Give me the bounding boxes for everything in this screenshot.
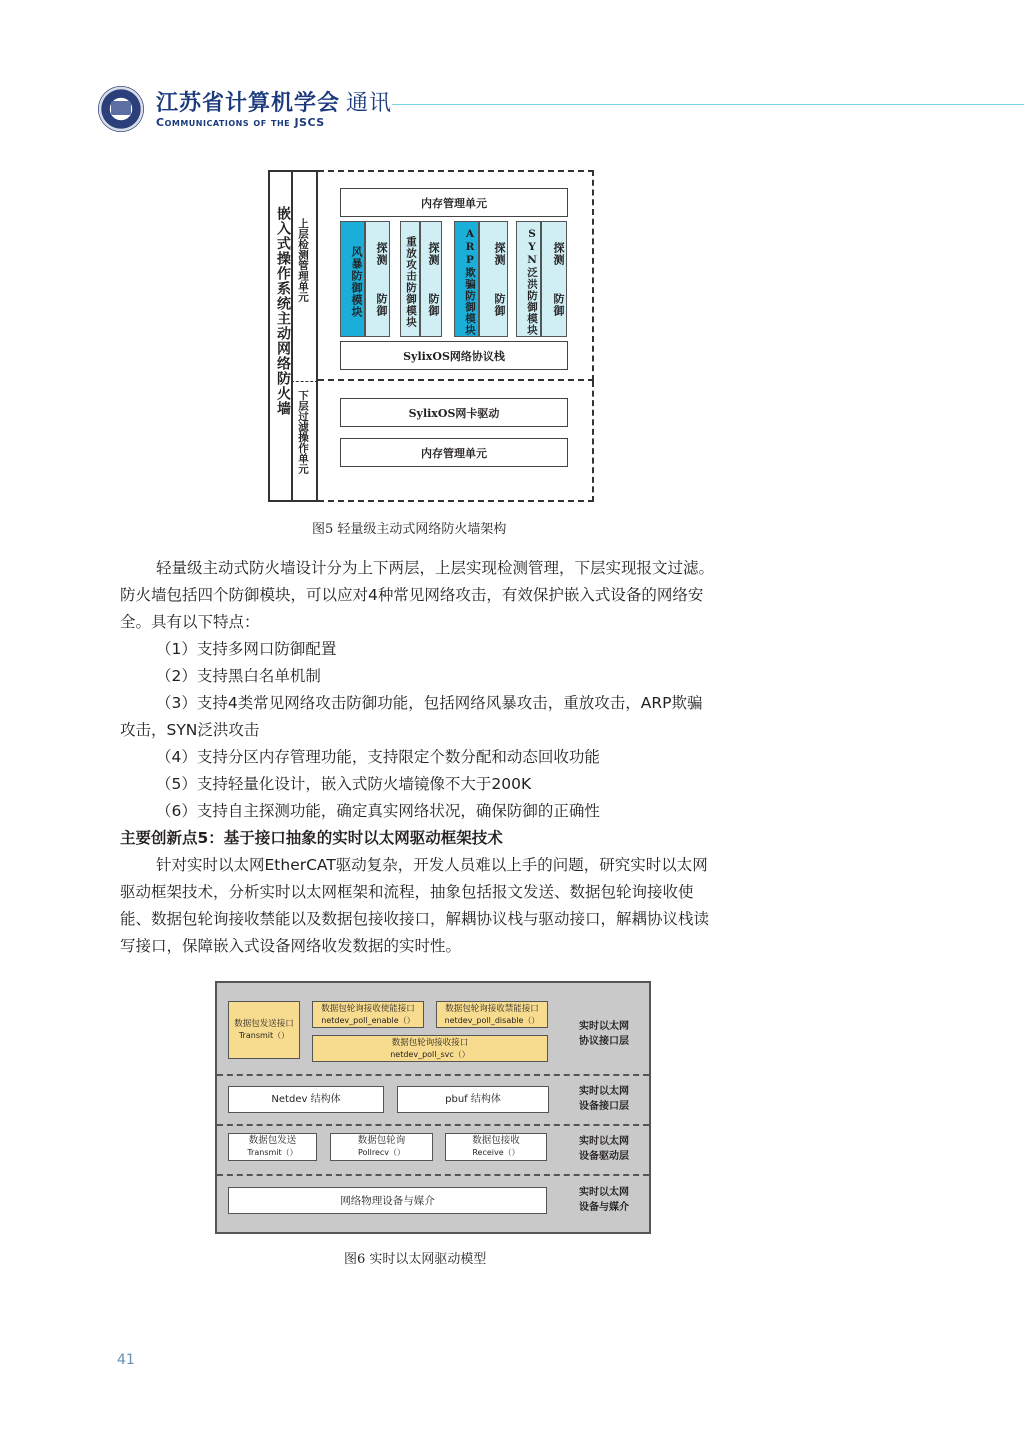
fig6-layer-label: 实时以太网 设备驱动层 xyxy=(579,1136,629,1162)
fig6-poll-disable-interface: 数据包轮询接收禁能接口 netdev_poll_disable（） xyxy=(436,1001,548,1028)
fig5-module-1-ops: 探测 防御 xyxy=(365,221,390,337)
fig5-stack-box: SylixOS网络协议栈 xyxy=(340,341,568,370)
fig6-layer-label: 实时以太网 设备与媒介 xyxy=(579,1187,629,1213)
fig6-layer-label: 实时以太网 协议接口层 xyxy=(579,1021,629,1047)
feature-item: （6）支持自主探测功能，确定真实网络状况，确保防御的正确性 xyxy=(156,802,600,820)
fig5-side-label: 嵌入式操作系统主动网络防火墙 xyxy=(275,206,291,416)
page-number: 41 xyxy=(117,1352,135,1368)
fig6-divider-3 xyxy=(217,1174,649,1176)
header-divider xyxy=(392,104,1024,105)
fig6-physical-media: 网络物理设备与媒介 xyxy=(228,1187,547,1214)
fig5-driver-box: SylixOS网卡驱动 xyxy=(340,398,568,427)
section-heading: 主要创新点5：基于接口抽象的实时以太网驱动框架技术 xyxy=(120,829,503,847)
logo-emblem-icon xyxy=(111,101,131,115)
fig6-divider-1 xyxy=(217,1074,649,1076)
feature-item: （4）支持分区内存管理功能，支持限定个数分配和动态回收功能 xyxy=(156,748,600,766)
fig5-lower-label: 下层过滤操作单元 xyxy=(297,390,309,474)
journal-title: 江苏省计算机学会 通讯 xyxy=(156,91,393,116)
fig5-module-1-name: 风暴防御模块 xyxy=(340,221,365,337)
fig5-upper-label: 上层检测管理单元 xyxy=(297,218,309,302)
fig5-module-4-ops: 探测 防御 xyxy=(541,221,567,337)
fig6-netdev-struct: Netdev 结构体 xyxy=(228,1086,384,1113)
journal-subtitle: Communications of the JSCS xyxy=(156,116,325,129)
fig6-divider-2 xyxy=(217,1124,649,1126)
fig6-poll-svc-interface: 数据包轮询接收接口 netdev_poll_svc（） xyxy=(312,1035,548,1062)
fig6-poll-driver: 数据包轮询 Pollrecv（） xyxy=(330,1133,433,1161)
fig5-module-3-ops: 探测 防御 xyxy=(479,221,508,337)
fig6-poll-enable-interface: 数据包轮询接收使能接口 netdev_poll_enable（） xyxy=(312,1001,424,1028)
fig6-pbuf-struct: pbuf 结构体 xyxy=(397,1086,549,1113)
feature-item: （1）支持多网口防御配置 xyxy=(156,640,337,658)
fig5-module-4-name: SYN泛洪防御模块 xyxy=(516,221,541,337)
fig6-layer-label: 实时以太网 设备接口层 xyxy=(579,1086,629,1112)
fig5-label-split xyxy=(291,381,318,382)
fig6-recv-driver: 数据包接收 Receive（） xyxy=(445,1133,547,1161)
feature-item: （3）支持4类常见网络攻击防御功能，包括网络风暴攻击，重放攻击，ARP欺骗 xyxy=(156,694,703,712)
paragraph-1: 轻量级主动式防火墙设计分为上下两层，上层实现检测管理，下层实现报文过滤。 防火墙包括四个防御模块，可以应对4种常见网络攻击，有效保护嵌入式设备的网络安 全。具有以下特点： （1）支持多网口防御配置 （2）支持黑白名单机制 （3）支持4类常见网络攻击防御功能，包括网络风暴攻击，重放攻击，ARP欺骗 攻击，SYN泛洪攻击 （4）支持分区内存管理功能，支持限定个数分配和动态回收功能 （5）支持轻量化设计，嵌入式防火墙镜像不大于200K （6）支持自主探测功能，确定真实网络状况，确保防御的正确性 主要创新点5：基于接口抽象的实时以太网驱动框架技术 针对实时以太网EtherCAT驱动复杂，开发人员难以上手的问题，研究实时以太网 驱动框架技术，分析实时以太网框架和流程，抽象包括报文发送、数据包轮询接收使 能、数据包轮询接收禁能以及数据包接收接口，解耦协议栈与驱动接口，解耦协议栈读 写接口，保障嵌入式设备网络收发数据的实时性。 xyxy=(120,555,745,960)
fig5-caption: 图5 轻量级主动式网络防火墙架构 xyxy=(312,522,507,537)
fig6-send-driver: 数据包发送 Transmit（） xyxy=(228,1133,317,1161)
fig5-module-2-ops: 探测 防御 xyxy=(420,221,442,337)
feature-item: （2）支持黑白名单机制 xyxy=(156,667,321,685)
fig6-transmit-interface: 数据包发送接口 Transmit（） xyxy=(228,1001,300,1059)
fig6-caption: 图6 实时以太网驱动模型 xyxy=(344,1252,487,1267)
fig5-memory-bottom: 内存管理单元 xyxy=(340,438,568,467)
fig5-module-3-name: ARP欺骗防御模块 xyxy=(454,221,479,337)
feature-item: （5）支持轻量化设计，嵌入式防火墙镜像不大于200K xyxy=(156,775,532,793)
fig5-module-2-name: 重放攻击防御模块 xyxy=(400,221,420,337)
fig5-memory-top: 内存管理单元 xyxy=(340,188,568,217)
